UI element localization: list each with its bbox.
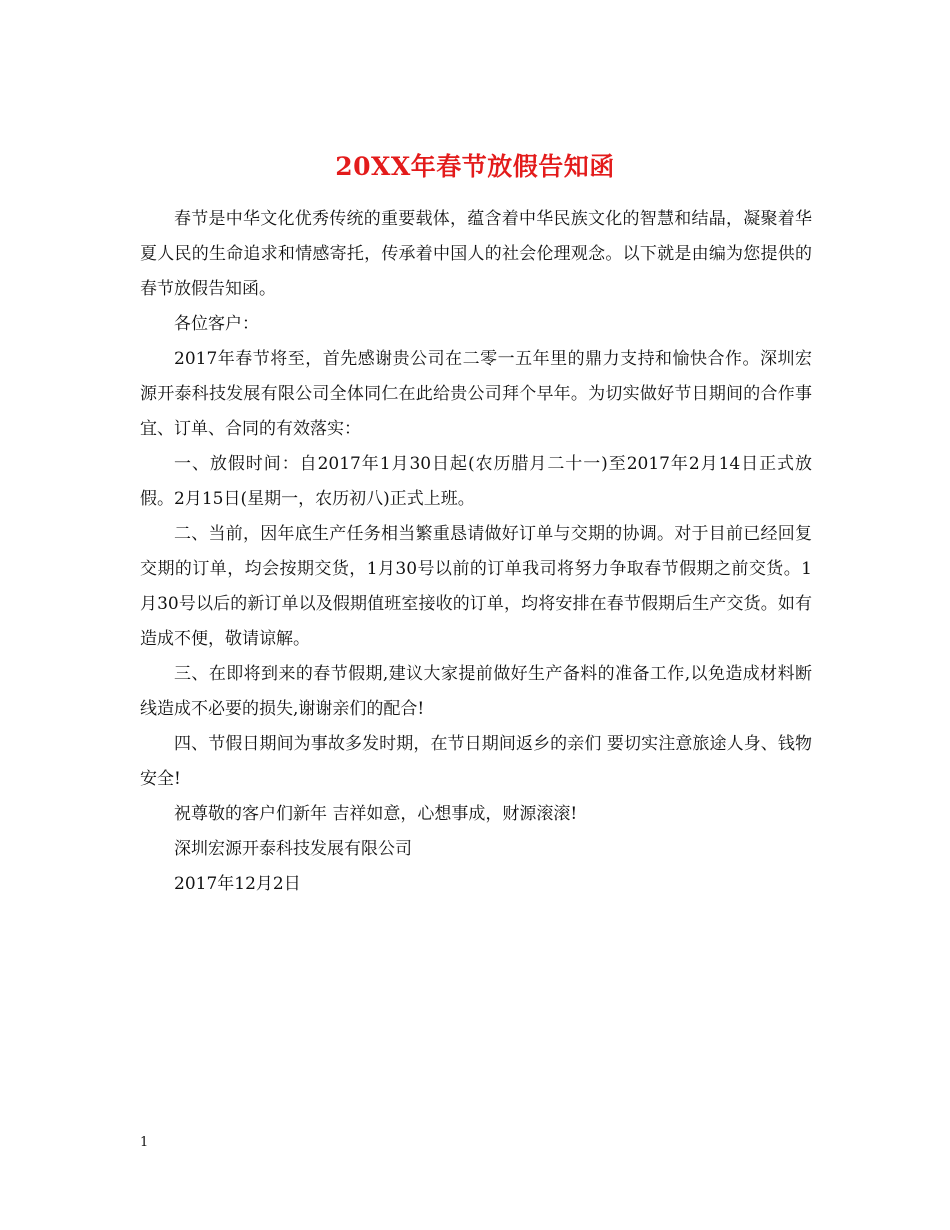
blessing-paragraph: 祝尊敬的客户们新年 吉祥如意，心想事成，财源滚滚!: [174, 804, 578, 824]
company-signature: 深圳宏源开泰科技发展有限公司: [174, 839, 412, 859]
page-number: 1: [140, 1135, 149, 1150]
document-title: 20XX年春节放假告知函: [335, 151, 615, 181]
holiday-time-paragraph: 一、放假时间：自2017年1月30日起(农历腊月二十一)至2017年2月14日正式放假。2月15日(星期一，农历初八)正式上班。: [140, 454, 812, 509]
document-body: [140, 202, 812, 902]
salutation: 各位客户：: [174, 314, 259, 334]
intro-paragraph: 春节是中华文化优秀传统的重要载体，蕴含着中华民族文化的智慧和结晶，凝聚着华夏人民的生命追求和情感寄托，传承着中国人的社会伦理观念。以下就是由编为您提供的春节放假告知函。: [140, 209, 812, 299]
document-date: 2017年12月2日: [174, 874, 301, 894]
order-delivery-paragraph: 二、当前，因年底生产任务相当繁重恳请做好订单与交期的协调。对于目前已经回复交期的订单，均会按期交货，1月30号以前的订单我司将努力争取春节假期之前交货。1月30号以后的新订单以及假期值班室接收的订单，均将安排在春节假期后生产交货。如有造成不便，敬请谅解。: [140, 524, 812, 649]
travel-safety-paragraph: 四、节假日期间为事故多发时期，在节日期间返乡的亲们 要切实注意旅途人身、钱物安全!: [140, 734, 812, 789]
opening-paragraph: 2017年春节将至，首先感谢贵公司在二零一五年里的鼎力支持和愉快合作。深圳宏源开泰科技发展有限公司全体同仁在此给贵公司拜个早年。为切实做好节日期间的合作事宜、订单、合同的有效落实：: [140, 349, 812, 439]
material-preparation-paragraph: 三、在即将到来的春节假期,建议大家提前做好生产备料的准备工作,以免造成材料断线造成不必要的损失,谢谢亲们的配合!: [140, 664, 812, 719]
